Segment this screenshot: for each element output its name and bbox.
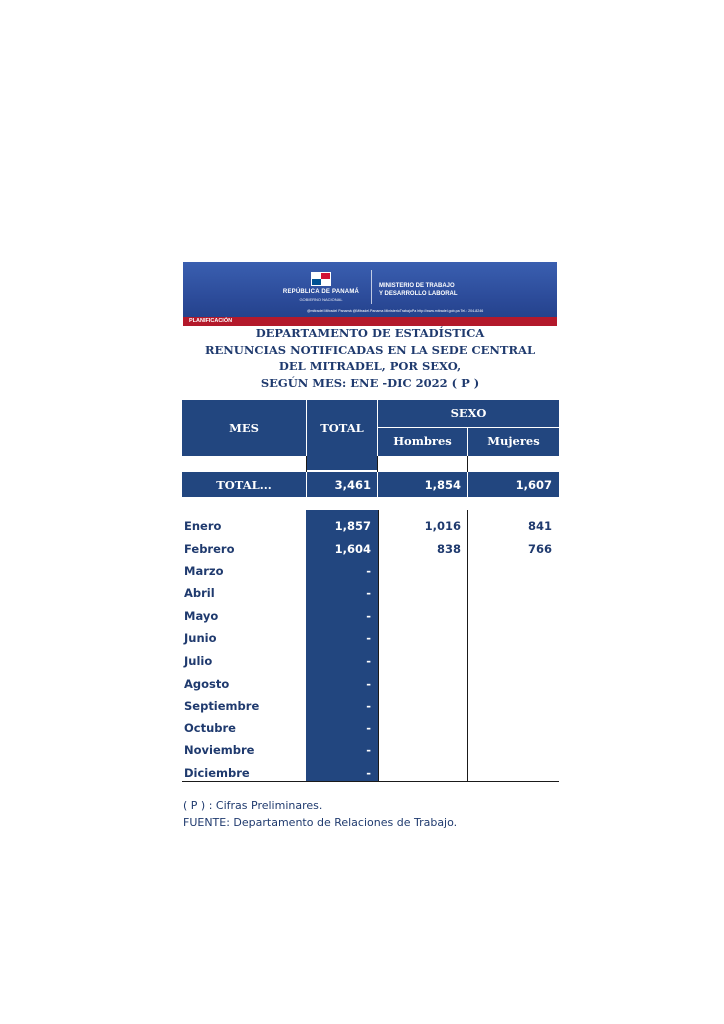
total-row-total: 3,461 — [334, 478, 371, 492]
row-hombres: 1,016 — [424, 519, 461, 533]
row-total: - — [366, 654, 371, 668]
row-total: - — [366, 677, 371, 691]
row-total: 1,857 — [334, 519, 371, 533]
month-label: Junio — [184, 631, 217, 645]
month-label: Noviembre — [184, 743, 255, 757]
government-label: GOBIERNO NACIONAL — [299, 297, 343, 302]
preliminary-note: ( P ) : Cifras Preliminares. — [183, 799, 323, 812]
month-label: Octubre — [184, 721, 236, 735]
month-label: Diciembre — [184, 766, 250, 780]
month-label: Abril — [184, 586, 215, 600]
month-label: Marzo — [184, 564, 224, 578]
republic-label: REPÚBLICA DE PANAMÁ — [282, 289, 360, 295]
row-total: - — [366, 564, 371, 578]
row-total: - — [366, 721, 371, 735]
row-total: - — [366, 743, 371, 757]
total-row-mujeres: 1,607 — [515, 478, 552, 492]
section-label: PLANIFICACIÓN — [189, 318, 233, 324]
header-sexo: SEXO — [450, 406, 487, 420]
ministry-name: MINISTERIO DE TRABAJO Y DESARROLLO LABORAL — [379, 283, 458, 297]
header-total: TOTAL — [320, 421, 364, 435]
total-row-label: TOTAL... — [216, 478, 272, 492]
row-hombres: 838 — [436, 542, 461, 556]
month-label: Febrero — [184, 542, 235, 556]
row-total: - — [366, 586, 371, 600]
header-hombres: Hombres — [393, 434, 452, 448]
month-label: Agosto — [184, 677, 230, 691]
month-label: Mayo — [184, 609, 219, 623]
row-total: - — [366, 631, 371, 645]
header-mujeres: Mujeres — [487, 434, 540, 448]
document-title: DEPARTAMENTO DE ESTADÍSTICA RENUNCIAS NOTIFICADAS EN LA SEDE CENTRAL DEL MITRADEL, POR SEXO, SEGÚN MES: ENE -DIC 2022 ( P ) — [204, 326, 536, 390]
row-mujeres: 841 — [527, 519, 552, 533]
social-links: @mitradel Mitradel Panamá @Mitradel.Panama MinisterioTrabajoPa http://www.mitradel.gob.pa Tel.: 204-8246 — [307, 309, 484, 313]
month-label: Septiembre — [184, 699, 260, 713]
row-total: - — [366, 766, 371, 780]
footnotes — [183, 797, 457, 831]
header-mes: MES — [229, 421, 259, 435]
row-mujeres: 766 — [527, 542, 552, 556]
row-total: - — [366, 609, 371, 623]
row-total: - — [366, 699, 371, 713]
total-row-hombres: 1,854 — [424, 478, 461, 492]
source-note: FUENTE: Departamento de Relaciones de Trabajo. — [183, 816, 458, 829]
month-label: Enero — [184, 519, 222, 533]
table-bottom-rule — [182, 781, 559, 782]
row-total: 1,604 — [334, 542, 371, 556]
month-label: Julio — [184, 654, 213, 668]
